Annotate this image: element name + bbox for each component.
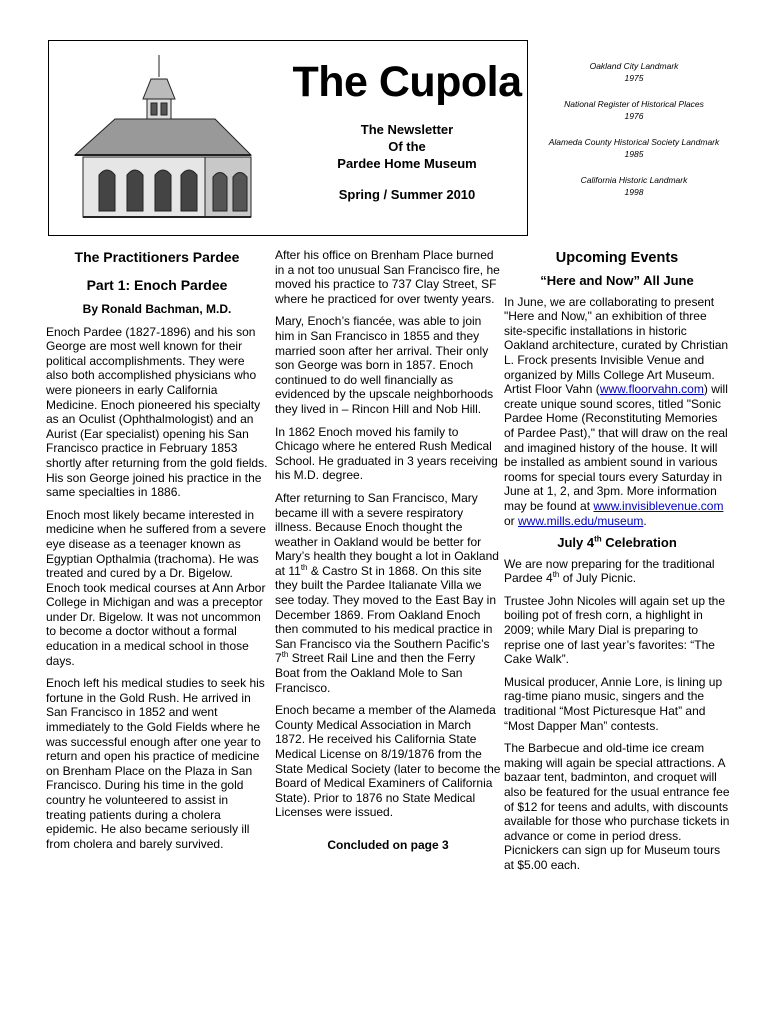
text-run: In June, we are collaborating to present "Here and Now," an exhibition of three site-specific installations in historic Oakland architecture, curated by Christian L. Frock presents Invisible Venue and organized by Mills College Art Museum. Artist Floor Vahn ( <box>504 294 729 397</box>
text-run: Street Rail Line and then the Ferry Boat from the Oakland Mole to San Francisco. <box>275 651 476 695</box>
article-paragraph: Enoch most likely became interested in medicine when he suffered from a severe eye disease as a teenager known as Egyptian Opthalmia (trachoma). He was treated and cured by a Dr. Bigelow. Enoch took medical courses at Ann Arbor College in Michigan and was a preceptor under Dr. Bigelow. It was not uncommon to become a doctor without a formal education in a medical school in those days. <box>46 507 266 668</box>
article-paragraph: After his office on Brenham Place burned in a not too unusual San Francisco fire, he moved his practice to 737 Clay Street, SF where he practiced for over twenty years. <box>275 248 500 306</box>
article-paragraph: Enoch Pardee (1827-1896) and his son George are most well known for their political accomplishments. They were also both accomplished physicians who were pioneers in early California Medicine. Enoch pioneered his specialty as an Oculist (Ophthalmologist) and an Aurist (Ear specialist) opening his San Francisco practice in February 1853 shortly after returning from the gold fields. His son George joined his practice in the same specialties in 1886. <box>46 324 268 500</box>
text-run: We are now preparing for the traditional Pardee 4 <box>504 556 715 586</box>
landmark-item <box>536 174 732 198</box>
article-paragraph: Enoch left his medical studies to seek his fortune in the Gold Rush. He arrived in San Francisco in 1852 and went immediately to the Gold Fields where he was successful enough after one year to return and open his practice of medicine on Brenham Place on the Plaza in San Francisco. During his time in the gold country he volunteered to assist in treating patients during a cholera epidemic. He also became seriously ill from cholera and barely survived. <box>46 676 265 851</box>
masthead-box <box>48 40 528 236</box>
text-run: . <box>643 513 647 528</box>
article-paragraph: Mary, Enoch’s fiancée, was able to join him in San Francisco in 1855 and they married soon after her arrival. Their only son George was born in 1857. Enoch continued to do well financially as evidenced by the upscale neighborhoods they lived in – Rincon Hill and Nob Hill. <box>275 314 494 416</box>
text-run: Celebration <box>601 535 677 551</box>
event-paragraph <box>504 295 730 529</box>
newsletter-subtitle-line1: The Newsletter <box>360 122 454 137</box>
landmark-year: 1998 <box>624 187 644 197</box>
landmark-year: 1976 <box>624 111 644 121</box>
event-title: “Here and Now” All June <box>540 273 694 288</box>
text-run: & Castro St in 1868. On this site they built the Pardee Italianate Villa we see today. They moved to the East Bay in December 1869. From Oakland Enoch then commuted to his medical practice in San Francisco via the Southern Pacific’s 7 <box>275 563 497 666</box>
floorvahn-link[interactable]: www.floorvahn.com <box>599 382 704 397</box>
event-paragraph: Trustee John Nicoles will again set up the boiling pot of fresh corn, a highlight in 2009; while Mary Dial is preparing to reprise one of last year’s favorites: “The Cake Walk”. <box>504 593 726 667</box>
events-heading: Upcoming Events <box>555 250 679 266</box>
event-paragraph: The Barbecue and old-time ice cream making will again be special attractions. A bazaar tent, badminton, and croquet will also be featured for the usual entrance fee of $12 for teens and adults, with discounts available for those who purchase tickets in advance or come in period dress. Picnickers can sign up for Museum tours at $5.00 each. <box>504 741 730 872</box>
superscript: th <box>594 534 602 544</box>
article-paragraph: Enoch became a member of the Alameda County Medical Association in March 1872. He received his California State Medical License on 8/19/1876 from the State Medical Society (later to become the Board of Medical Examiners of California State). Prior to 1876 no State Medical Licenses were issued. <box>275 703 501 820</box>
landmark-name: California Historic Landmark <box>580 175 688 185</box>
text-run: ) will create unique sound scores, titled "Sonic Pardee Home (Reconstituting Memories of Pardee Past)," that will draw on the real and imagined history of the house. It will be installed as ambient sound in various rooms for special tours every Saturday in June at 1, 2, and 3pm. More information may be found at <box>504 382 728 513</box>
event-paragraph <box>504 557 730 586</box>
landmark-year: 1975 <box>624 73 644 83</box>
column-practitioners <box>46 248 268 859</box>
superscript: th <box>281 650 289 660</box>
article-paragraph: In 1862 Enoch moved his family to Chicago where he entered Rush Medical School. He graduated in 3 years receiving his M.D. degree. <box>275 424 498 483</box>
invisiblevenue-link[interactable]: www.invisiblevenue.com <box>593 498 724 513</box>
cupola-illustration <box>55 47 265 227</box>
text-run: After returning to San Francisco, Mary became ill with a severe respiratory illness. Because Enoch thought the weather in Oakland would be better for Mary’s health they bought a lot in Oakland at 11 <box>275 490 499 578</box>
article-heading: The Practitioners Pardee <box>74 249 240 265</box>
article-subheading: Part 1: Enoch Pardee <box>86 277 228 293</box>
text-run: or <box>504 513 519 528</box>
continued-note: Concluded on page 3 <box>327 837 449 852</box>
column-upcoming-events <box>504 248 730 881</box>
issue-date: Spring / Summer 2010 <box>338 187 476 202</box>
landmark-item <box>536 98 732 122</box>
landmark-item <box>536 136 732 160</box>
landmark-list <box>536 60 732 212</box>
newsletter-subtitle-line3: Pardee Home Museum <box>337 156 477 171</box>
newsletter-subtitle-line2: Of the <box>388 139 426 154</box>
column-article-continued <box>275 248 501 853</box>
landmark-name: Alameda County Historical Society Landmark <box>548 137 720 147</box>
event-title <box>504 536 730 551</box>
landmark-name: Oakland City Landmark <box>589 61 679 71</box>
event-paragraph: Musical producer, Annie Lore, is lining up rag-time piano music, singers and the traditional “Most Picturesque Hat” and “Most Dapper Man” contests. <box>504 674 723 733</box>
article-paragraph <box>275 491 501 695</box>
text-run: of July Picnic. <box>559 571 637 586</box>
text-run: July 4 <box>557 535 595 551</box>
article-byline: By Ronald Bachman, M.D. <box>82 302 232 316</box>
newsletter-title: The Cupola <box>292 58 522 106</box>
landmark-item <box>536 60 732 84</box>
superscript: th <box>300 562 308 572</box>
superscript: th <box>552 570 560 580</box>
landmark-name: National Register of Historical Places <box>564 99 704 109</box>
mills-museum-link[interactable]: www.mills.edu/museum <box>518 513 644 528</box>
landmark-year: 1985 <box>624 149 644 159</box>
